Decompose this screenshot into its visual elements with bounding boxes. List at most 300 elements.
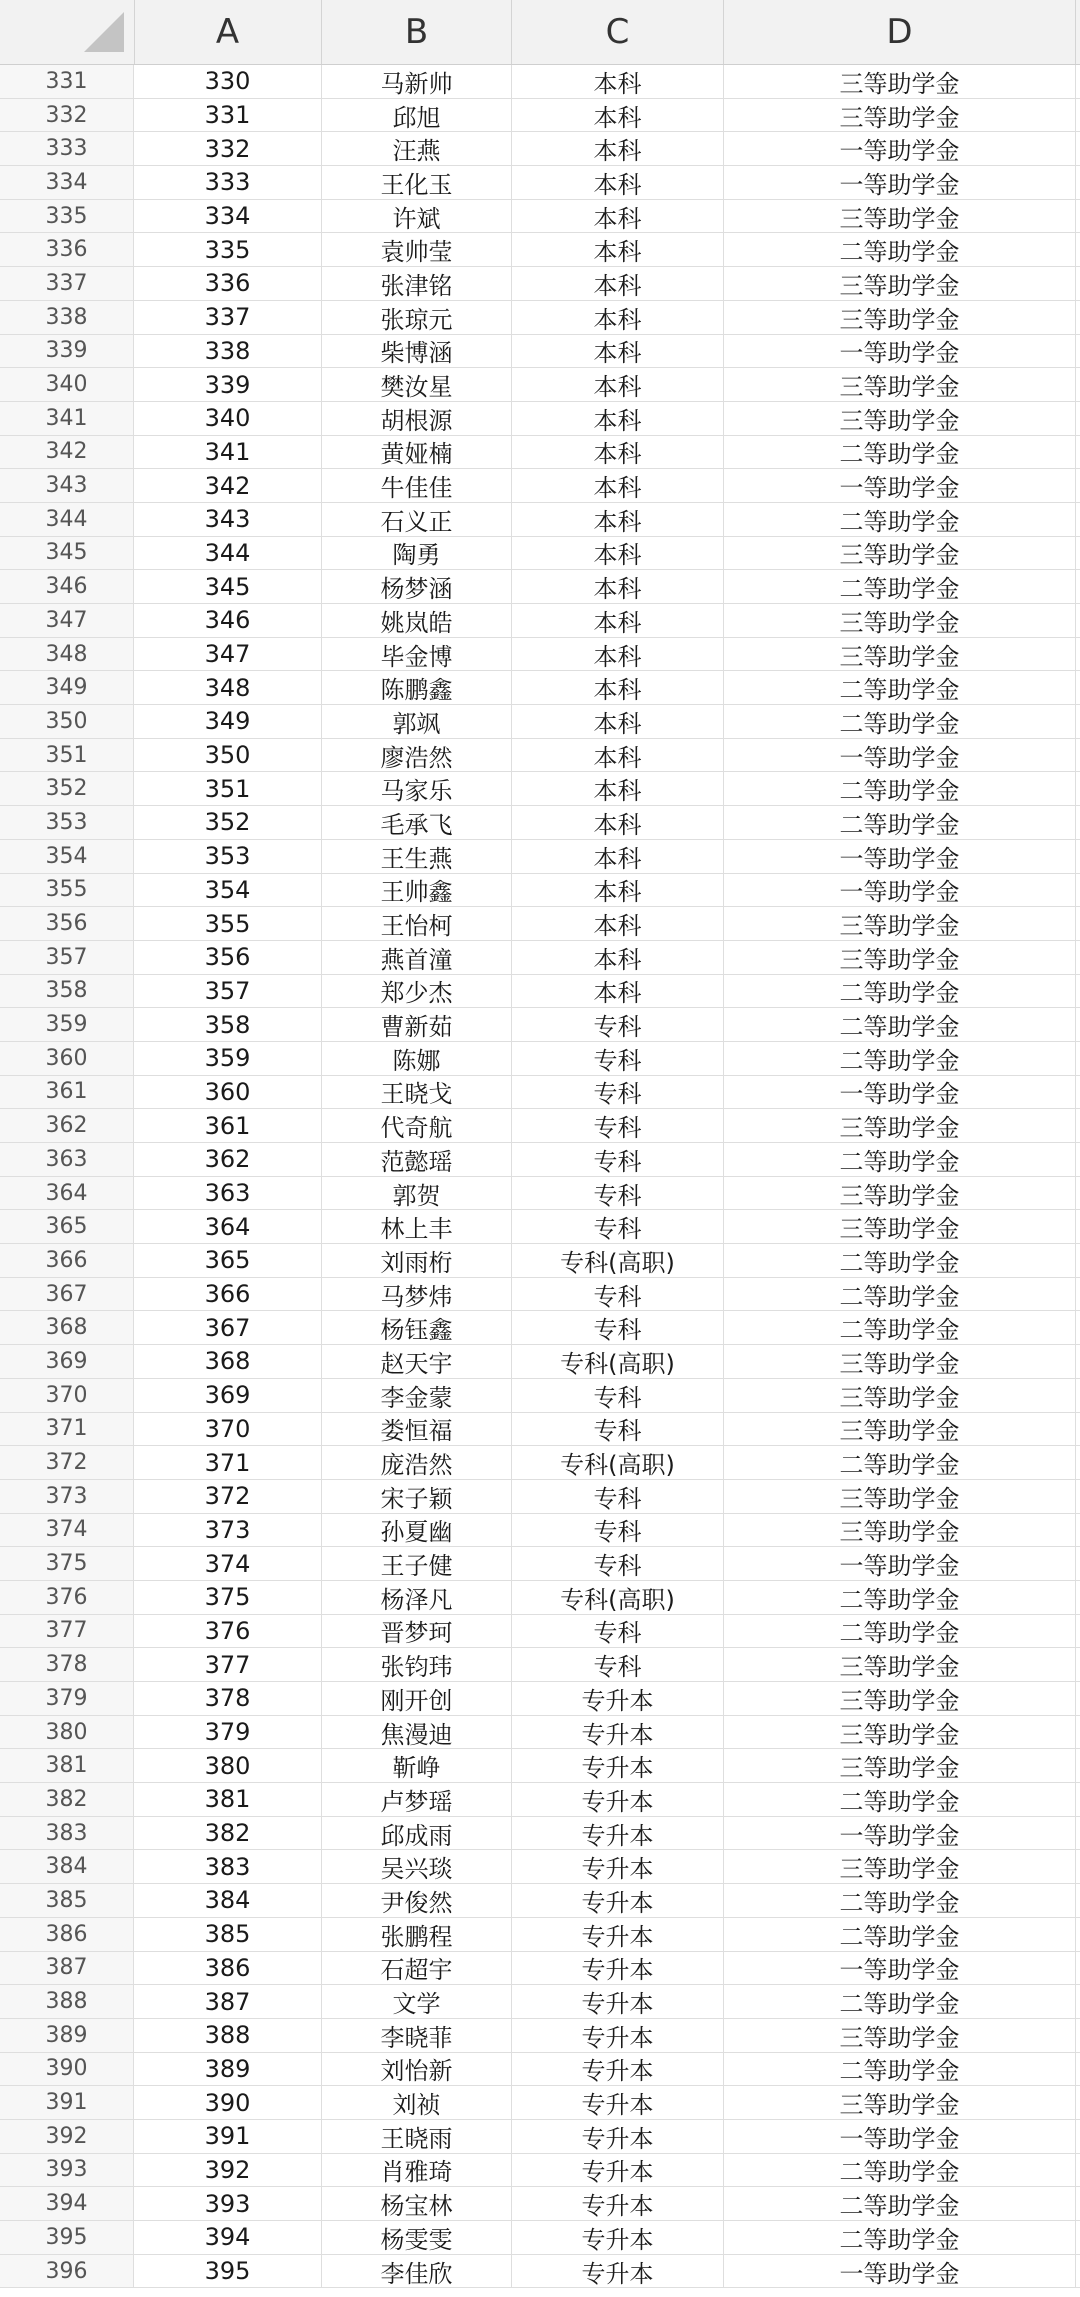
cell-b[interactable]: 燕首潼 [322,941,512,974]
cell-b[interactable]: 娄恒福 [322,1413,512,1446]
cell-a[interactable]: 372 [134,1480,322,1513]
row-number[interactable]: 385 [0,1884,134,1917]
cell-b[interactable]: 刘祯 [322,2086,512,2119]
cell-c[interactable]: 本科 [512,99,724,132]
row-number[interactable]: 364 [0,1177,134,1210]
cell-b[interactable]: 张琼元 [322,301,512,334]
cell-d[interactable]: 三等助学金 [724,1850,1076,1883]
cell-c[interactable]: 本科 [512,335,724,368]
cell-b[interactable]: 焦漫迪 [322,1716,512,1749]
cell-b[interactable]: 代奇航 [322,1109,512,1142]
cell-d[interactable]: 二等助学金 [724,975,1076,1008]
cell-b[interactable]: 刘怡新 [322,2053,512,2086]
select-all-corner[interactable] [0,0,135,64]
row-number[interactable]: 365 [0,1210,134,1243]
row-number[interactable]: 394 [0,2187,134,2220]
cell-d[interactable]: 二等助学金 [724,1244,1076,1277]
cell-c[interactable]: 专科 [512,1076,724,1109]
column-header-d[interactable]: D [724,0,1076,64]
cell-d[interactable]: 一等助学金 [724,335,1076,368]
cell-d[interactable]: 三等助学金 [724,1749,1076,1782]
cell-c[interactable]: 专科 [512,1008,724,1041]
cell-d[interactable]: 二等助学金 [724,1783,1076,1816]
row-number[interactable]: 359 [0,1008,134,1041]
cell-d[interactable]: 三等助学金 [724,1716,1076,1749]
cell-d[interactable]: 一等助学金 [724,1817,1076,1850]
cell-c[interactable]: 专科 [512,1042,724,1075]
cell-a[interactable]: 352 [134,806,322,839]
cell-c[interactable]: 专科 [512,1379,724,1412]
cell-a[interactable]: 382 [134,1817,322,1850]
cell-d[interactable]: 二等助学金 [724,503,1076,536]
cell-b[interactable]: 赵天宇 [322,1345,512,1378]
cell-c[interactable]: 本科 [512,469,724,502]
cell-a[interactable]: 346 [134,604,322,637]
row-number[interactable]: 372 [0,1446,134,1479]
cell-b[interactable]: 马家乐 [322,772,512,805]
cell-c[interactable]: 本科 [512,200,724,233]
cell-b[interactable]: 柴博涵 [322,335,512,368]
row-number[interactable]: 387 [0,1952,134,1985]
row-number[interactable]: 341 [0,402,134,435]
cell-c[interactable]: 本科 [512,975,724,1008]
cell-d[interactable]: 二等助学金 [724,1884,1076,1917]
cell-a[interactable]: 386 [134,1952,322,1985]
cell-c[interactable]: 本科 [512,436,724,469]
cell-a[interactable]: 351 [134,772,322,805]
row-number[interactable]: 338 [0,301,134,334]
cell-c[interactable]: 专科 [512,1648,724,1681]
cell-c[interactable]: 专科(高职) [512,1345,724,1378]
cell-d[interactable]: 一等助学金 [724,2120,1076,2153]
cell-c[interactable]: 专科 [512,1547,724,1580]
cell-b[interactable]: 汪燕 [322,132,512,165]
cell-a[interactable]: 360 [134,1076,322,1109]
cell-a[interactable]: 375 [134,1581,322,1614]
cell-b[interactable]: 陈鹏鑫 [322,671,512,704]
cell-c[interactable]: 本科 [512,671,724,704]
cell-b[interactable]: 毛承飞 [322,806,512,839]
cell-d[interactable]: 二等助学金 [724,1143,1076,1176]
row-number[interactable]: 396 [0,2255,134,2288]
cell-c[interactable]: 专科(高职) [512,1244,724,1277]
cell-d[interactable]: 三等助学金 [724,368,1076,401]
cell-b[interactable]: 庞浩然 [322,1446,512,1479]
column-header-a[interactable]: A [134,0,322,64]
cell-c[interactable]: 本科 [512,132,724,165]
cell-a[interactable]: 343 [134,503,322,536]
row-number[interactable]: 331 [0,65,134,98]
cell-d[interactable]: 二等助学金 [724,2187,1076,2220]
cell-a[interactable]: 364 [134,1210,322,1243]
cell-d[interactable]: 三等助学金 [724,537,1076,570]
cell-a[interactable]: 337 [134,301,322,334]
cell-a[interactable]: 362 [134,1143,322,1176]
row-number[interactable]: 392 [0,2120,134,2153]
row-number[interactable]: 382 [0,1783,134,1816]
cell-c[interactable]: 专科 [512,1278,724,1311]
row-number[interactable]: 344 [0,503,134,536]
cell-c[interactable]: 专升本 [512,2053,724,2086]
row-number[interactable]: 337 [0,267,134,300]
cell-c[interactable]: 专升本 [512,1817,724,1850]
cell-a[interactable]: 341 [134,436,322,469]
cell-b[interactable]: 马梦炜 [322,1278,512,1311]
cell-c[interactable]: 本科 [512,772,724,805]
cell-d[interactable]: 一等助学金 [724,469,1076,502]
cell-b[interactable]: 王晓雨 [322,2120,512,2153]
cell-b[interactable]: 郭贺 [322,1177,512,1210]
cell-b[interactable]: 李晓菲 [322,2019,512,2052]
cell-c[interactable]: 专升本 [512,2120,724,2153]
cell-d[interactable]: 一等助学金 [724,874,1076,907]
cell-b[interactable]: 刘雨桁 [322,1244,512,1277]
cell-c[interactable]: 本科 [512,65,724,98]
row-number[interactable]: 375 [0,1547,134,1580]
row-number[interactable]: 335 [0,200,134,233]
cell-b[interactable]: 肖雅琦 [322,2154,512,2187]
cell-c[interactable]: 本科 [512,166,724,199]
cell-d[interactable]: 三等助学金 [724,267,1076,300]
cell-a[interactable]: 395 [134,2255,322,2288]
cell-b[interactable]: 许斌 [322,200,512,233]
cell-a[interactable]: 389 [134,2053,322,2086]
cell-d[interactable]: 二等助学金 [724,1581,1076,1614]
cell-d[interactable]: 二等助学金 [724,1278,1076,1311]
row-number[interactable]: 362 [0,1109,134,1142]
cell-c[interactable]: 专升本 [512,2221,724,2254]
row-number[interactable]: 388 [0,1985,134,2018]
cell-a[interactable]: 380 [134,1749,322,1782]
row-number[interactable]: 349 [0,671,134,704]
cell-b[interactable]: 陶勇 [322,537,512,570]
row-number[interactable]: 355 [0,874,134,907]
cell-d[interactable]: 一等助学金 [724,1076,1076,1109]
cell-a[interactable]: 345 [134,570,322,603]
cell-b[interactable]: 黄娅楠 [322,436,512,469]
row-number[interactable]: 352 [0,772,134,805]
row-number[interactable]: 347 [0,604,134,637]
cell-b[interactable]: 尹俊然 [322,1884,512,1917]
cell-a[interactable]: 387 [134,1985,322,2018]
cell-a[interactable]: 359 [134,1042,322,1075]
row-number[interactable]: 357 [0,941,134,974]
row-number[interactable]: 343 [0,469,134,502]
row-number[interactable]: 393 [0,2154,134,2187]
cell-d[interactable]: 二等助学金 [724,1042,1076,1075]
row-number[interactable]: 371 [0,1413,134,1446]
cell-d[interactable]: 三等助学金 [724,2019,1076,2052]
cell-a[interactable]: 354 [134,874,322,907]
row-number[interactable]: 361 [0,1076,134,1109]
cell-b[interactable]: 陈娜 [322,1042,512,1075]
row-number[interactable]: 332 [0,99,134,132]
cell-d[interactable]: 二等助学金 [724,1008,1076,1041]
cell-d[interactable]: 三等助学金 [724,1109,1076,1142]
cell-c[interactable]: 专科 [512,1109,724,1142]
row-number[interactable]: 333 [0,132,134,165]
cell-a[interactable]: 340 [134,402,322,435]
cell-b[interactable]: 张津铭 [322,267,512,300]
cell-c[interactable]: 专升本 [512,1918,724,1951]
cell-c[interactable]: 本科 [512,907,724,940]
cell-d[interactable]: 三等助学金 [724,1177,1076,1210]
cell-a[interactable]: 391 [134,2120,322,2153]
cell-a[interactable]: 357 [134,975,322,1008]
cell-b[interactable]: 牛佳佳 [322,469,512,502]
cell-b[interactable]: 范懿瑶 [322,1143,512,1176]
cell-b[interactable]: 靳峥 [322,1749,512,1782]
cell-c[interactable]: 专升本 [512,1749,724,1782]
cell-a[interactable]: 376 [134,1615,322,1648]
cell-a[interactable]: 334 [134,200,322,233]
cell-a[interactable]: 384 [134,1884,322,1917]
cell-b[interactable]: 袁帅莹 [322,233,512,266]
cell-c[interactable]: 专科 [512,1311,724,1344]
cell-c[interactable]: 专科 [512,1413,724,1446]
cell-a[interactable]: 344 [134,537,322,570]
cell-b[interactable]: 王晓戈 [322,1076,512,1109]
cell-b[interactable]: 李金蒙 [322,1379,512,1412]
cell-d[interactable]: 三等助学金 [724,402,1076,435]
cell-c[interactable]: 专科 [512,1177,724,1210]
cell-a[interactable]: 336 [134,267,322,300]
cell-a[interactable]: 335 [134,233,322,266]
cell-c[interactable]: 专科(高职) [512,1581,724,1614]
cell-c[interactable]: 本科 [512,503,724,536]
cell-b[interactable]: 杨梦涵 [322,570,512,603]
cell-d[interactable]: 三等助学金 [724,1648,1076,1681]
cell-c[interactable]: 专升本 [512,2187,724,2220]
cell-b[interactable]: 毕金博 [322,638,512,671]
cell-d[interactable]: 三等助学金 [724,2086,1076,2119]
row-number[interactable]: 377 [0,1615,134,1648]
cell-c[interactable]: 本科 [512,570,724,603]
cell-a[interactable]: 377 [134,1648,322,1681]
cell-c[interactable]: 专升本 [512,1716,724,1749]
row-number[interactable]: 351 [0,739,134,772]
cell-a[interactable]: 369 [134,1379,322,1412]
row-number[interactable]: 334 [0,166,134,199]
cell-b[interactable]: 王化玉 [322,166,512,199]
cell-a[interactable]: 366 [134,1278,322,1311]
row-number[interactable]: 358 [0,975,134,1008]
row-number[interactable]: 381 [0,1749,134,1782]
cell-a[interactable]: 348 [134,671,322,704]
cell-d[interactable]: 二等助学金 [724,1918,1076,1951]
cell-c[interactable]: 本科 [512,233,724,266]
cell-d[interactable]: 三等助学金 [724,1514,1076,1547]
cell-d[interactable]: 一等助学金 [724,2255,1076,2288]
cell-b[interactable]: 文学 [322,1985,512,2018]
cell-c[interactable]: 本科 [512,874,724,907]
cell-d[interactable]: 三等助学金 [724,1210,1076,1243]
row-number[interactable]: 370 [0,1379,134,1412]
cell-a[interactable]: 379 [134,1716,322,1749]
cell-d[interactable]: 一等助学金 [724,1952,1076,1985]
cell-c[interactable]: 专科 [512,1143,724,1176]
row-number[interactable]: 380 [0,1716,134,1749]
cell-d[interactable]: 二等助学金 [724,570,1076,603]
row-number[interactable]: 336 [0,233,134,266]
cell-b[interactable]: 石义正 [322,503,512,536]
cell-b[interactable]: 林上丰 [322,1210,512,1243]
cell-d[interactable]: 一等助学金 [724,166,1076,199]
row-number[interactable]: 384 [0,1850,134,1883]
cell-d[interactable]: 三等助学金 [724,1379,1076,1412]
cell-a[interactable]: 378 [134,1682,322,1715]
cell-b[interactable]: 樊汝星 [322,368,512,401]
row-number[interactable]: 356 [0,907,134,940]
row-number[interactable]: 360 [0,1042,134,1075]
cell-c[interactable]: 本科 [512,806,724,839]
cell-a[interactable]: 393 [134,2187,322,2220]
cell-d[interactable]: 二等助学金 [724,806,1076,839]
cell-d[interactable]: 三等助学金 [724,301,1076,334]
cell-c[interactable]: 本科 [512,301,724,334]
row-number[interactable]: 354 [0,840,134,873]
cell-a[interactable]: 388 [134,2019,322,2052]
cell-a[interactable]: 373 [134,1514,322,1547]
row-number[interactable]: 353 [0,806,134,839]
cell-a[interactable]: 342 [134,469,322,502]
cell-b[interactable]: 胡根源 [322,402,512,435]
row-number[interactable]: 391 [0,2086,134,2119]
cell-c[interactable]: 专升本 [512,1952,724,1985]
cell-d[interactable]: 二等助学金 [724,233,1076,266]
cell-a[interactable]: 363 [134,1177,322,1210]
cell-d[interactable]: 二等助学金 [724,1446,1076,1479]
cell-b[interactable]: 卢梦瑶 [322,1783,512,1816]
cell-a[interactable]: 381 [134,1783,322,1816]
row-number[interactable]: 378 [0,1648,134,1681]
cell-b[interactable]: 晋梦珂 [322,1615,512,1648]
cell-d[interactable]: 二等助学金 [724,2154,1076,2187]
cell-c[interactable]: 本科 [512,705,724,738]
row-number[interactable]: 369 [0,1345,134,1378]
cell-c[interactable]: 专升本 [512,1884,724,1917]
row-number[interactable]: 379 [0,1682,134,1715]
cell-b[interactable]: 邱旭 [322,99,512,132]
cell-b[interactable]: 王子健 [322,1547,512,1580]
cell-c[interactable]: 专升本 [512,2019,724,2052]
cell-a[interactable]: 339 [134,368,322,401]
cell-c[interactable]: 本科 [512,604,724,637]
cell-a[interactable]: 331 [134,99,322,132]
cell-d[interactable]: 二等助学金 [724,2221,1076,2254]
cell-c[interactable]: 本科 [512,537,724,570]
row-number[interactable]: 363 [0,1143,134,1176]
cell-d[interactable]: 三等助学金 [724,638,1076,671]
cell-b[interactable]: 杨泽凡 [322,1581,512,1614]
cell-b[interactable]: 张鹏程 [322,1918,512,1951]
cell-d[interactable]: 二等助学金 [724,436,1076,469]
row-number[interactable]: 346 [0,570,134,603]
row-number[interactable]: 373 [0,1480,134,1513]
cell-a[interactable]: 355 [134,907,322,940]
cell-c[interactable]: 本科 [512,368,724,401]
cell-b[interactable]: 李佳欣 [322,2255,512,2288]
cell-d[interactable]: 三等助学金 [724,99,1076,132]
row-number[interactable]: 350 [0,705,134,738]
cell-d[interactable]: 二等助学金 [724,705,1076,738]
cell-d[interactable]: 二等助学金 [724,671,1076,704]
cell-b[interactable]: 杨宝林 [322,2187,512,2220]
cell-a[interactable]: 394 [134,2221,322,2254]
column-header-b[interactable]: B [322,0,512,64]
row-number[interactable]: 383 [0,1817,134,1850]
cell-a[interactable]: 365 [134,1244,322,1277]
cell-c[interactable]: 专科 [512,1480,724,1513]
cell-b[interactable]: 杨钰鑫 [322,1311,512,1344]
cell-a[interactable]: 374 [134,1547,322,1580]
cell-d[interactable]: 三等助学金 [724,200,1076,233]
cell-a[interactable]: 383 [134,1850,322,1883]
cell-c[interactable]: 专科 [512,1210,724,1243]
cell-a[interactable]: 361 [134,1109,322,1142]
cell-a[interactable]: 392 [134,2154,322,2187]
cell-c[interactable]: 本科 [512,739,724,772]
row-number[interactable]: 342 [0,436,134,469]
cell-b[interactable]: 孙夏幽 [322,1514,512,1547]
row-number[interactable]: 386 [0,1918,134,1951]
cell-b[interactable]: 曹新茹 [322,1008,512,1041]
cell-d[interactable]: 一等助学金 [724,739,1076,772]
cell-d[interactable]: 二等助学金 [724,1985,1076,2018]
cell-c[interactable]: 专升本 [512,2154,724,2187]
cell-a[interactable]: 347 [134,638,322,671]
cell-b[interactable]: 郑少杰 [322,975,512,1008]
cell-b[interactable]: 杨雯雯 [322,2221,512,2254]
cell-b[interactable]: 廖浩然 [322,739,512,772]
cell-d[interactable]: 三等助学金 [724,65,1076,98]
cell-a[interactable]: 358 [134,1008,322,1041]
cell-a[interactable]: 353 [134,840,322,873]
cell-b[interactable]: 石超宇 [322,1952,512,1985]
row-number[interactable]: 368 [0,1311,134,1344]
cell-d[interactable]: 二等助学金 [724,1311,1076,1344]
cell-d[interactable]: 一等助学金 [724,840,1076,873]
row-number[interactable]: 389 [0,2019,134,2052]
cell-b[interactable]: 马新帅 [322,65,512,98]
row-number[interactable]: 340 [0,368,134,401]
row-number[interactable]: 366 [0,1244,134,1277]
cell-a[interactable]: 371 [134,1446,322,1479]
cell-b[interactable]: 王生燕 [322,840,512,873]
cell-c[interactable]: 专科(高职) [512,1446,724,1479]
cell-c[interactable]: 本科 [512,402,724,435]
cell-b[interactable]: 王帅鑫 [322,874,512,907]
cell-a[interactable]: 333 [134,166,322,199]
cell-a[interactable]: 350 [134,739,322,772]
cell-c[interactable]: 专科 [512,1514,724,1547]
cell-d[interactable]: 三等助学金 [724,1682,1076,1715]
cell-c[interactable]: 专升本 [512,1682,724,1715]
cell-c[interactable]: 本科 [512,840,724,873]
cell-b[interactable]: 吴兴琰 [322,1850,512,1883]
cell-a[interactable]: 370 [134,1413,322,1446]
cell-d[interactable]: 三等助学金 [724,1480,1076,1513]
cell-b[interactable]: 邱成雨 [322,1817,512,1850]
cell-a[interactable]: 332 [134,132,322,165]
cell-d[interactable]: 一等助学金 [724,132,1076,165]
cell-b[interactable]: 姚岚皓 [322,604,512,637]
row-number[interactable]: 395 [0,2221,134,2254]
cell-a[interactable]: 390 [134,2086,322,2119]
cell-c[interactable]: 专升本 [512,2086,724,2119]
row-number[interactable]: 374 [0,1514,134,1547]
row-number[interactable]: 348 [0,638,134,671]
